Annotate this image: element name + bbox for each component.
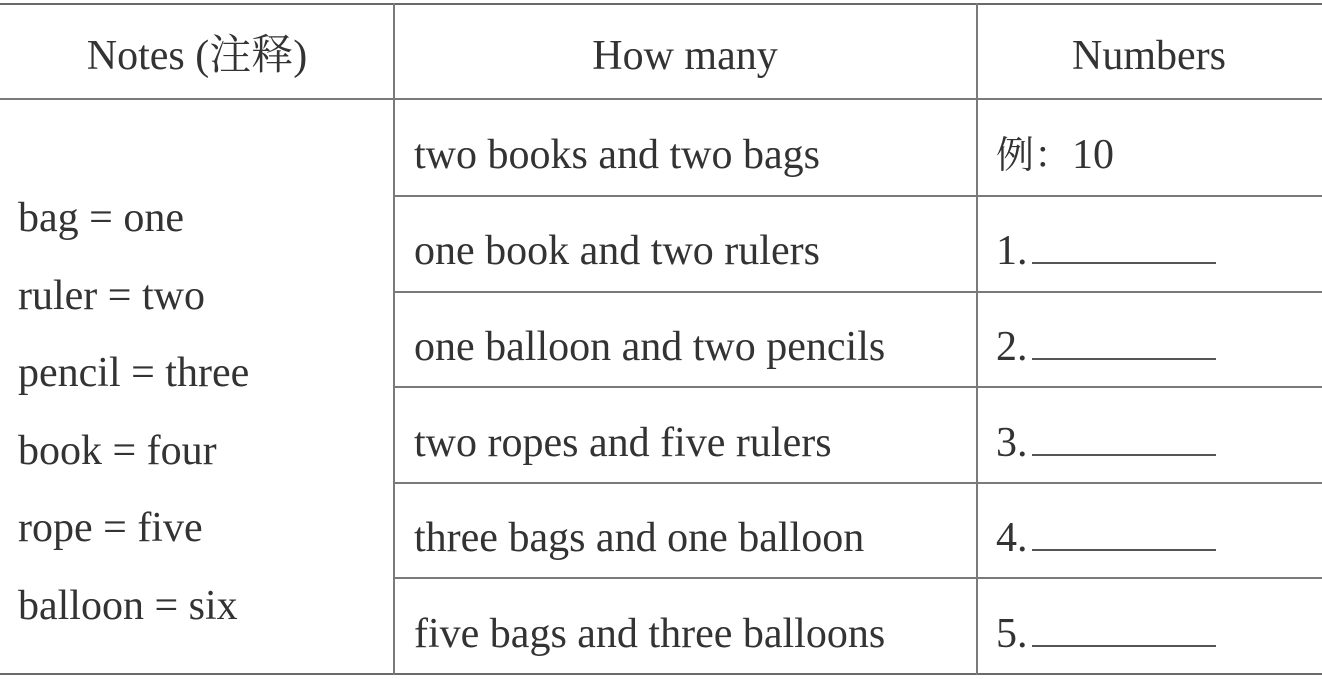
answer-1	[996, 230, 1216, 272]
how-many-cell: two books and two bags	[414, 132, 820, 178]
header-notes	[0, 35, 394, 77]
how-many-cell: five bags and three balloons	[414, 611, 886, 657]
row-divider	[394, 386, 1322, 388]
header-how-many: How many	[592, 33, 778, 79]
column-divider-right	[976, 3, 978, 675]
note-item: pencil = three	[18, 350, 250, 396]
table-top-border	[0, 3, 1322, 5]
answer-blank[interactable]	[1032, 613, 1216, 647]
how-many-cell: three bags and one balloon	[414, 515, 865, 561]
answer-3	[996, 422, 1216, 464]
note-item: ruler = two	[18, 272, 205, 319]
row-divider	[394, 291, 1322, 293]
header-notes-label: Notes (注释)	[86, 33, 308, 79]
answer-blank[interactable]	[1032, 230, 1216, 264]
row-divider	[394, 482, 1322, 484]
answer-label: 1.	[996, 228, 1028, 274]
row-divider	[394, 577, 1322, 579]
answer-2	[996, 326, 1216, 368]
how-many-cell: one book and two rulers	[414, 228, 820, 274]
row-divider	[394, 195, 1322, 197]
example-label: 例：	[996, 133, 1073, 177]
answer-blank[interactable]	[1032, 326, 1216, 360]
note-item: book = four	[18, 427, 217, 474]
example-answer	[996, 134, 1114, 176]
note-item: rope = five	[18, 505, 203, 551]
answer-label: 3.	[996, 420, 1028, 466]
how-many-cell: two ropes and five rulers	[414, 420, 832, 466]
answer-blank[interactable]	[1032, 422, 1216, 456]
answer-label: 5.	[996, 611, 1028, 657]
answer-4	[996, 517, 1216, 559]
note-item: bag = one	[18, 195, 184, 241]
note-item: balloon = six	[18, 582, 238, 629]
example-value: 10	[1072, 132, 1115, 178]
answer-label: 2.	[996, 324, 1028, 370]
answer-blank[interactable]	[1032, 517, 1216, 551]
table-bottom-border	[0, 673, 1322, 675]
how-many-cell: one balloon and two pencils	[414, 324, 886, 370]
answer-label: 4.	[996, 515, 1028, 561]
answer-5	[996, 613, 1216, 655]
header-bottom-border	[0, 98, 1322, 100]
column-divider-left	[393, 3, 395, 675]
header-numbers: Numbers	[1072, 33, 1226, 79]
notes-list	[18, 180, 249, 645]
